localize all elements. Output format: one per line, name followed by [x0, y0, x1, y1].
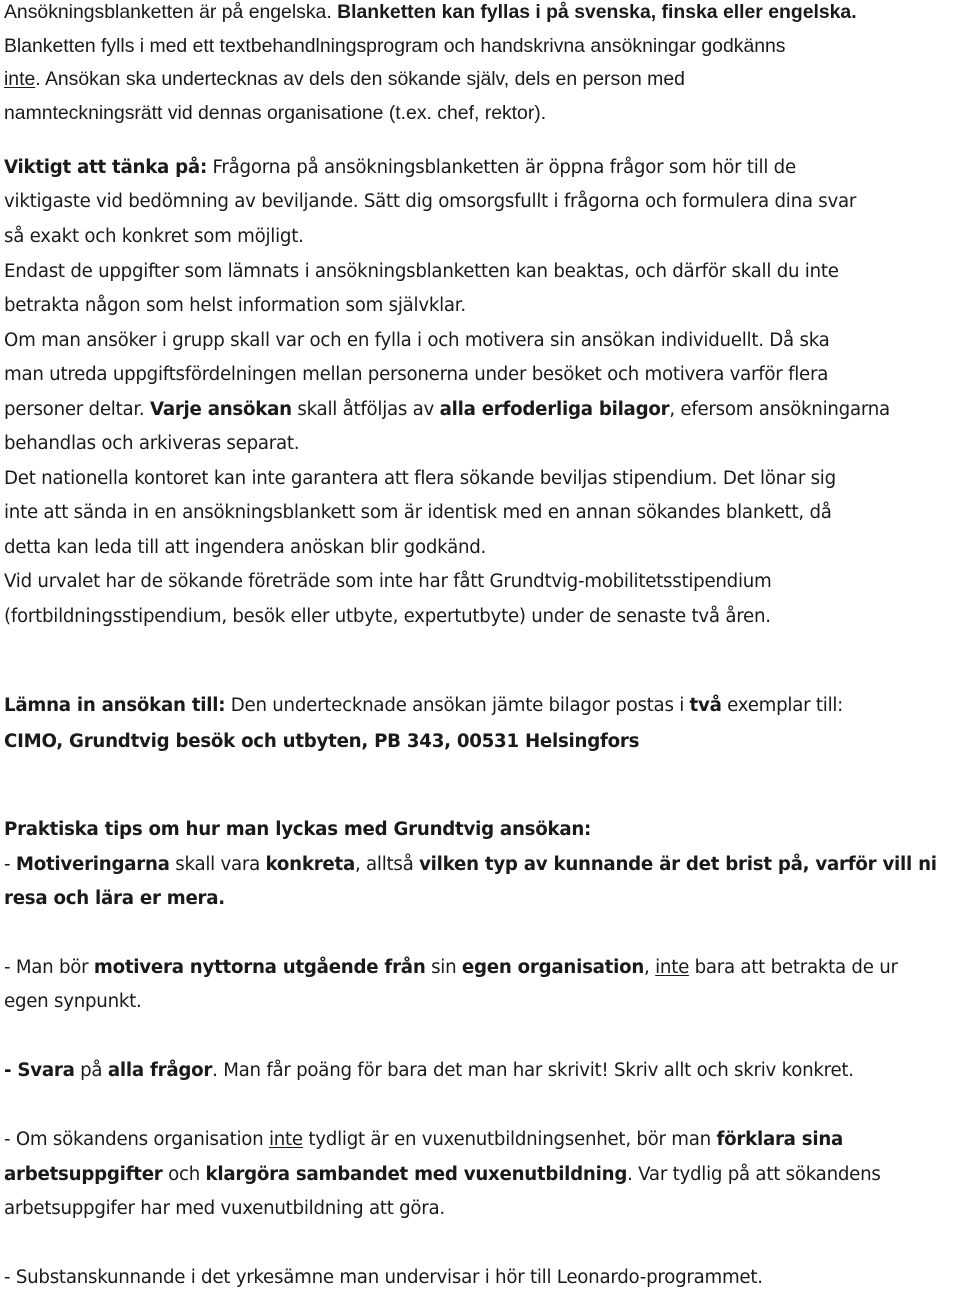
intro-bold-text: Blanketten kan fyllas i på svenska, finska eller engelska. [337, 1, 857, 23]
important-text: betrakta någon som helst information som självklar. [4, 295, 466, 316]
tip-text: - Substanskunnande i det yrkesämne man undervisar i hör till Leonardo-programmet. [4, 1267, 763, 1288]
tip-bold-text: vilken typ av kunnande är det brist på, varför vill ni [419, 854, 937, 875]
tip-5 [4, 1266, 763, 1290]
tip-text: , alltså [354, 854, 420, 875]
tip-text: sin [425, 957, 462, 978]
important-line-11 [4, 501, 832, 525]
important-text: Vid urvalet har de sökande företräde som inte har fått Grundtvig-mobilitetsstipendium [4, 571, 772, 592]
important-line-9 [4, 432, 299, 456]
tip-4-line-3 [4, 1197, 445, 1221]
important-text: personer deltar. [4, 399, 150, 420]
intro-line-1 [4, 0, 857, 24]
important-text: så exakt och konkret som möjligt. [4, 226, 304, 247]
tip-underlined-text: inte [655, 957, 690, 978]
submit-bold-text: två [689, 695, 722, 716]
important-line-1 [4, 156, 796, 180]
intro-text: Ansökningsblanketten är på engelska. [4, 1, 338, 23]
important-line-3 [4, 225, 304, 249]
tip-bold-text: alla frågor [107, 1060, 213, 1081]
important-line-4 [4, 260, 839, 284]
tip-4-line-1 [4, 1128, 843, 1152]
important-line-7 [4, 363, 828, 387]
tip-bold-text: konkreta [265, 854, 355, 875]
important-text: man utreda uppgiftsfördelningen mellan personerna under besöket och motivera varför flera [4, 364, 829, 385]
important-line-10 [4, 467, 836, 491]
tip-text: , [644, 957, 656, 978]
important-text: inte att sända in en ansökningsblankett som är identisk med en annan sökandes blankett, då [4, 502, 832, 523]
tip-text: på [74, 1060, 108, 1081]
tip-text: - Man bör [4, 957, 94, 978]
important-line-12 [4, 536, 486, 560]
intro-underlined-text: inte [4, 68, 36, 90]
important-line-13 [4, 570, 772, 594]
important-text: Endast de uppgifter som lämnats i ansökningsblanketten kan beaktas, och därför skall du inte [4, 261, 839, 282]
tip-text: bara att betrakta de ur [689, 957, 898, 978]
intro-line-2 [4, 34, 786, 58]
tip-text: skall vara [169, 854, 266, 875]
important-line-14 [4, 605, 771, 629]
important-text: behandlas och arkiveras separat. [4, 433, 300, 454]
important-text: skall åtföljas av [291, 399, 440, 420]
tip-bold-text: förklara sina [716, 1129, 844, 1150]
tips-heading-text: Praktiska tips om hur man lyckas med Grundtvig ansökan: [4, 819, 592, 840]
important-text: Frågorna på ansökningsblanketten är öppna frågor som hör till de [206, 157, 796, 178]
submit-text: Den undertecknade ansökan jämte bilagor postas i [225, 695, 690, 716]
tip-text: egen synpunkt. [4, 991, 142, 1012]
important-text: Det nationella kontoret kan inte garantera att flera sökande beviljas stipendium. Det lönar sig [4, 468, 836, 489]
submit-line-1 [4, 694, 843, 718]
important-bold-text: alla erfoderliga bilagor [439, 399, 670, 420]
important-text: Sätt dig omsorgsfullt i frågorna och formulera dina svar [358, 191, 857, 212]
tip-bold-text: Motiveringarna [15, 854, 170, 875]
important-line-5 [4, 294, 466, 318]
intro-line-3 [4, 67, 685, 91]
intro-line-4 [4, 101, 546, 125]
important-text: Om man ansöker i grupp skall var och en fylla i och motivera sin ansökan individuellt. Då ska [4, 330, 830, 351]
tip-text: och [162, 1164, 206, 1185]
important-line-2 [4, 190, 856, 214]
tip-bold-text: - Svara [4, 1060, 75, 1081]
intro-text: Blanketten fylls i med ett textbehandlningsprogram och handskrivna ansökningar godkänns [4, 35, 786, 57]
submit-heading: Lämna in ansökan till: [4, 695, 226, 716]
tip-bold-text: motivera nyttorna utgående från [93, 957, 426, 978]
intro-text: . Ansökan ska undertecknas av dels den sökande själv, dels en person med [35, 68, 685, 90]
tip-text: . Man får poäng för bara det man har skrivit! Skriv allt och skriv konkret. [212, 1060, 854, 1081]
important-text: , efersom ansökningarna [669, 399, 890, 420]
tip-4-line-2 [4, 1163, 881, 1187]
submit-address [4, 730, 639, 754]
important-bold-text: Varje ansökan [149, 399, 292, 420]
submit-text: exemplar till: [721, 695, 844, 716]
tips-heading [4, 818, 591, 842]
tip-2-line-1 [4, 956, 898, 980]
tip-1-line-2 [4, 887, 225, 911]
tip-bold-text: klargöra sambandet med vuxenutbildning [205, 1164, 628, 1185]
tip-text: . Var tydlig på att sökandens [627, 1164, 881, 1185]
tip-1-line-1 [4, 853, 937, 877]
submit-address-text: CIMO, Grundtvig besök och utbyten, PB 343, 00531 Helsingfors [4, 731, 640, 752]
tip-text: - [4, 854, 16, 875]
important-line-6 [4, 329, 830, 353]
tip-text: arbetsuppgifer har med vuxenutbildning att göra. [4, 1198, 445, 1219]
important-text: viktigaste vid bedömning av beviljande. [4, 191, 359, 212]
tip-underlined-text: inte [268, 1129, 303, 1150]
tip-bold-text: egen organisation [461, 957, 645, 978]
tip-text: - Om sökandens organisation [4, 1129, 269, 1150]
tip-text: tydligt är en vuxenutbildningsenhet, bör man [302, 1129, 717, 1150]
tip-3 [4, 1059, 854, 1083]
important-text: detta kan leda till att ingendera anöskan blir godkänd. [4, 537, 487, 558]
intro-text: namnteckningsrätt vid dennas organisatione (t.ex. chef, rektor). [4, 102, 547, 124]
tip-bold-text: resa och lära er mera. [4, 888, 225, 909]
tip-bold-text: arbetsuppgifter [4, 1164, 163, 1185]
important-text: (fortbildningsstipendium, besök eller utbyte, expertutbyte) under de senaste två åren. [4, 606, 771, 627]
important-heading: Viktigt att tänka på: [4, 157, 207, 178]
important-line-8 [4, 398, 890, 422]
tip-2-line-2 [4, 990, 142, 1014]
